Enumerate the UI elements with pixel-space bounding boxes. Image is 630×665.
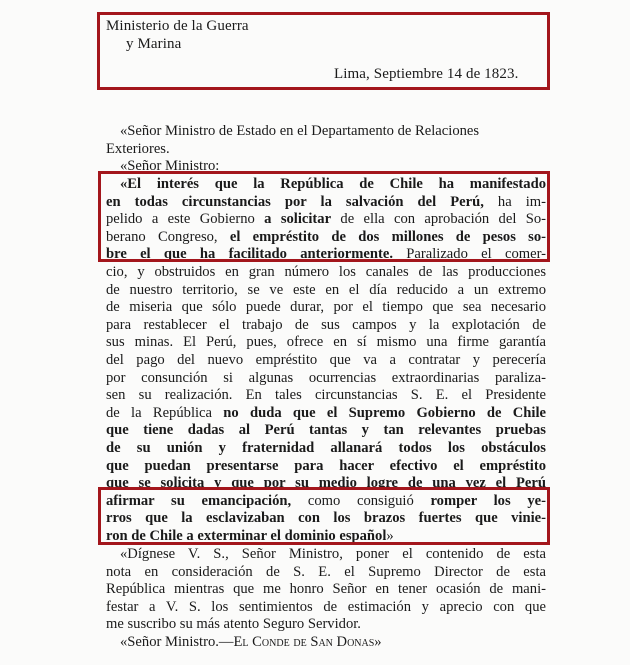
text: para restablecer el trabajo de sus campos y la explotación de [106,316,546,333]
bold-text: de su unión y fraternidad allanará todos los obstáculos [106,439,546,456]
text: de nuestro territorio, se ve este en el día reducido a un extremo [106,281,546,298]
bold-text: a solicitar [264,211,332,228]
paragraph-line [106,405,546,423]
closing-line: nota en consideración de S. E. el Supremo Director de esta [106,563,546,580]
paragraph-line [106,282,546,300]
paragraph-line [106,370,546,388]
signature-line [106,634,546,652]
closing-paragraph [106,546,546,634]
text: Paralizado el comer- [393,246,546,263]
bold-text: en todas circunstancias por la salvación del Perú, [106,193,484,210]
letter-date: Lima, Septiembre 14 de 1823. [334,66,519,82]
salutation-line: «Señor Ministro de Estado en el Departamento de Relaciones [120,123,480,139]
paragraph-line [106,440,546,458]
text: ha im- [483,193,546,210]
signature-name: El Conde de San Donas [233,634,375,650]
text: sus minas. El Perú, pues, ofrece en sí mismo una firme garantía [106,334,546,351]
paragraph-line [106,299,546,317]
ministry-line-1: Ministerio de la Guerra [106,18,249,34]
highlight-box-request [98,171,550,262]
paragraph-line [106,422,546,440]
text: por consunción si algunas ocurrencias extraordinarias paraliza- [106,369,546,386]
closing-line: República mientras que me honro Señor en tener ocasión de mani- [106,581,546,598]
text: cio, y obstruidos en gran número los canales de las producciones [106,263,546,280]
paragraph-line [106,458,546,476]
text: del pago del nuevo empréstito que va a contratar y perecería [106,351,546,368]
text: como consiguió [291,492,431,509]
text: berano Congreso, [106,228,230,245]
highlight-box-emancipation [98,487,550,545]
bold-text: rros que la esclavizaban con los brazos fuertes que vinie- [106,510,546,527]
text: de la República [106,404,224,421]
bold-text: que se solicita y que por su medio logre de una vez el Perú [106,475,546,492]
closing-line: festar a V. S. los sentimientos de estimación y aprecio con que [106,598,546,615]
bold-text: romper los ye- [430,492,546,509]
bold-text: ron de Chile a exterminar el dominio español [106,527,387,544]
paragraph-line [106,264,546,282]
bold-text: el empréstito de dos millones de pesos so- [229,228,546,245]
bold-text: afirmar su emancipación, [106,492,292,509]
paragraph-line [106,387,546,405]
text: » [386,527,394,544]
paragraph-line [106,334,546,352]
text: de ella con aprobación del So- [331,211,546,228]
bold-text: que puedan presentarse para hacer efectivo el empréstito [106,457,546,474]
paragraph-line [106,317,546,335]
text: de miseria que sólo puede durar, por el tiempo que sea necesario [106,299,546,316]
text: sen su realización. En tales circunstancias S. E. el Presidente [106,387,546,404]
salutation-line: Exteriores. [106,140,170,157]
bold-text: «El interés que la República de Chile ha manifestado [120,176,546,192]
closing-line: me suscribo su más atento Seguro Servidor. [106,616,361,633]
paragraph-line [106,352,546,370]
salutation-block [106,123,546,176]
signature-prefix: «Señor Ministro.— [120,634,234,650]
closing-line: «Dígnese V. S., Señor Ministro, poner el contenido de esta [120,546,546,562]
salutation-line: «Señor Ministro: [120,158,220,175]
bold-text: no duda que el Supremo Gobierno de Chile [223,404,546,421]
ministry-line-2: y Marina [126,36,182,52]
bold-text: que tiene dadas al Perú tantas y tan relevantes pruebas [106,422,546,439]
text: pelido a este Gobierno [106,211,265,228]
signature-suffix: » [374,634,382,650]
bold-text: bre el que ha facilitado anteriormente. [106,246,394,263]
